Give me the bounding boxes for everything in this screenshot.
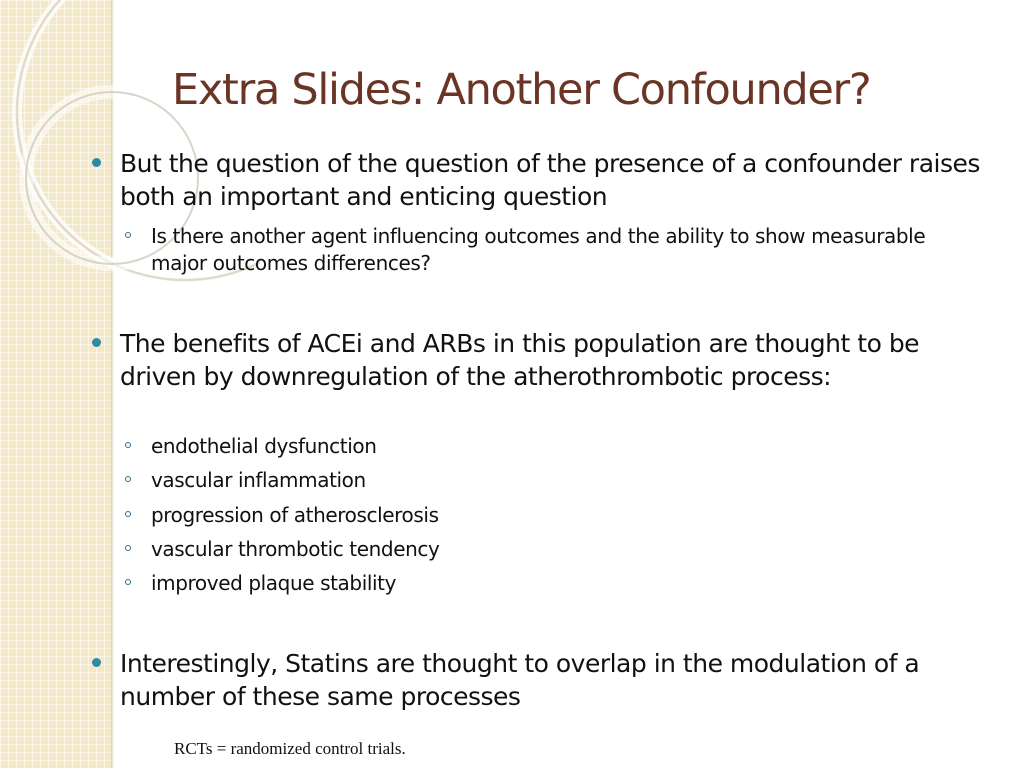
hollow-circle-bullet-icon — [125, 511, 131, 517]
sub-bullet-2-3-text: progression of atherosclerosis — [151, 503, 439, 527]
sub-bullet-1-1 — [151, 223, 971, 277]
sub-bullet-1-1-text: Is there another agent influencing outcomes and the ability to show measurable major outcomes differences? — [151, 224, 926, 275]
sub-bullet-2-2 — [151, 467, 971, 494]
bullet-point-2 — [120, 327, 980, 393]
sub-bullet-2-1-text: endothelial dysfunction — [151, 434, 377, 458]
sub-bullet-2-3 — [151, 502, 971, 529]
filled-circle-bullet-icon — [92, 338, 101, 347]
filled-circle-bullet-icon — [92, 658, 101, 667]
sub-bullet-2-4-text: vascular thrombotic tendency — [151, 537, 440, 561]
hollow-circle-bullet-icon — [125, 579, 131, 585]
bullet-point-1-text: But the question of the question of the presence of a confounder raises both an important and enticing question — [120, 149, 980, 211]
sub-bullet-2-2-text: vascular inflammation — [151, 468, 366, 492]
bullet-point-3-text: Interestingly, Statins are thought to overlap in the modulation of a number of these same processes — [120, 649, 920, 711]
bullet-point-1 — [120, 147, 980, 213]
bullet-point-3 — [120, 647, 980, 713]
sub-bullet-2-5 — [151, 570, 971, 597]
hollow-circle-bullet-icon — [125, 545, 131, 551]
bullet-point-2-text: The benefits of ACEi and ARBs in this population are thought to be driven by downregulation of the atherothrombotic process: — [120, 329, 920, 391]
hollow-circle-bullet-icon — [125, 232, 131, 238]
hollow-circle-bullet-icon — [125, 442, 131, 448]
footnote: RCTs = randomized control trials. — [174, 739, 406, 758]
slide-title: Extra Slides: Another Confounder? — [172, 65, 871, 115]
sub-bullet-2-4 — [151, 536, 971, 563]
hollow-circle-bullet-icon — [125, 476, 131, 482]
filled-circle-bullet-icon — [92, 158, 101, 167]
sub-bullet-2-1 — [151, 433, 971, 460]
sub-bullet-2-5-text: improved plaque stability — [151, 571, 397, 595]
